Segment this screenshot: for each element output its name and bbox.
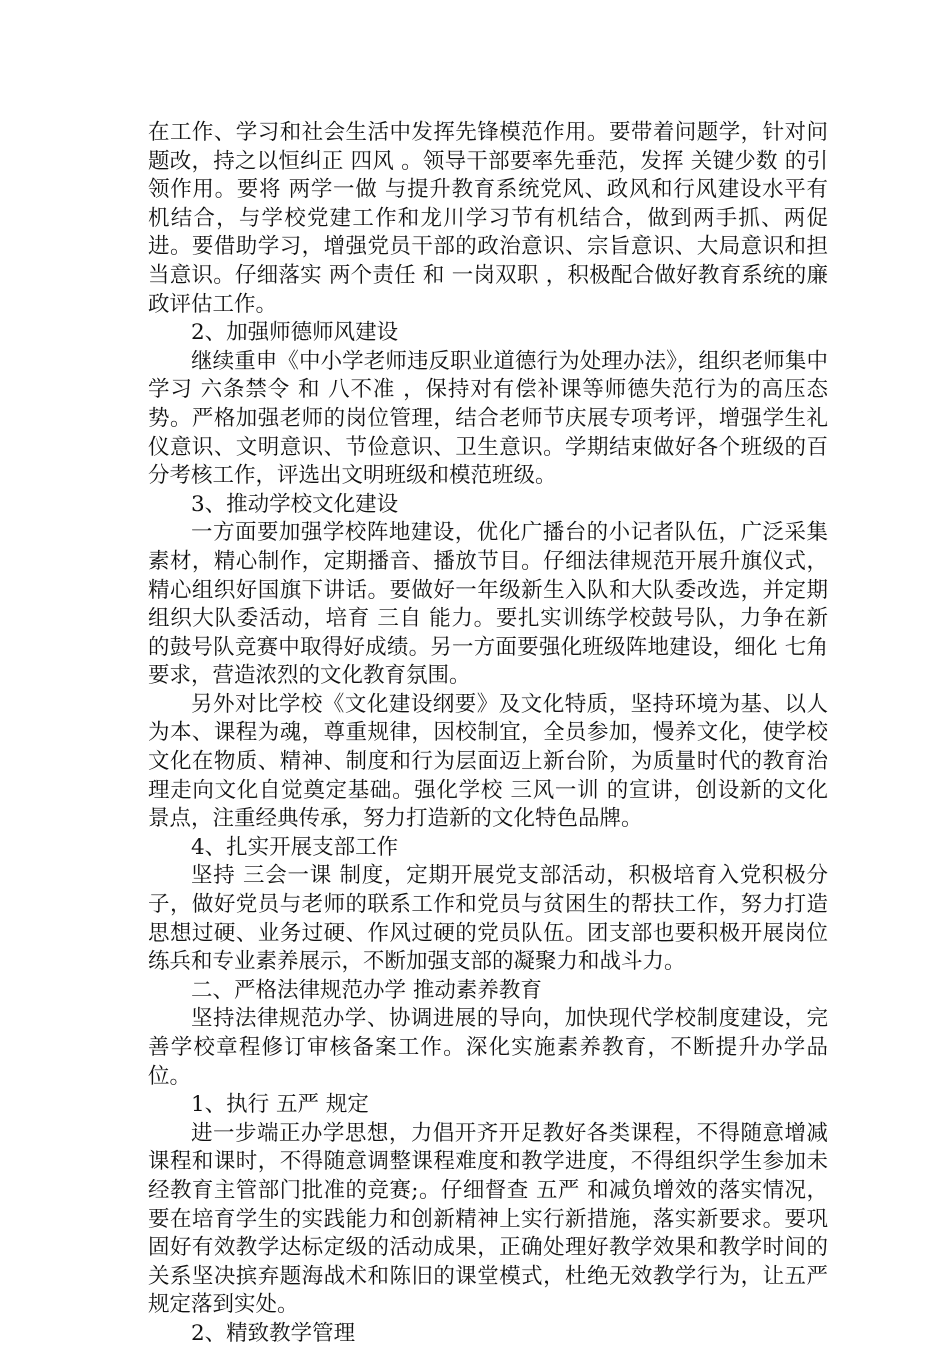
body-paragraph: 在工作、学习和社会生活中发挥先锋模范作用。要带着问题学，针对问题改，持之以恒纠正 四风 。领导干部要率先垂范，发挥 关键少数 的引领作用。要将 两学一做 与提升教育系统党风、政风和行风建设水平有机结合，与学校党建工作和龙川学习节有机结合，做到两手抓、两促进。要借助学习，增强党员干部的政治意识、宗旨意识、大局意识和担当意识。仔细落实 两个责任 和 一岗双职 ，积极配合做好教育系统的廉政评估工作。: [148, 120, 828, 317]
section-heading: 4、扎实开展支部工作: [191, 834, 399, 860]
section-heading: 1、执行 五严 规定: [191, 1092, 369, 1118]
body-paragraph: 继续重申《中小学老师违反职业道德行为处理办法》，组织老师集中学习 六条禁令 和 八不准 ，保持对有偿补课等师德失范行为的高压态势。严格加强老师的岗位管理，结合老师节庆展专项考评，增强学生礼仪意识、文明意识、节俭意识、卫生意识。学期结束做好各个班级的百分考核工作，评选出文明班级和模范班级。: [148, 348, 828, 489]
body-paragraph: 坚持 三会一课 制度，定期开展党支部活动，积极培育入党积极分子，做好党员与老师的联系工作和党员与贫困生的帮扶工作，努力打造思想过硬、业务过硬、作风过硬的党员队伍。团支部也要积极开展岗位练兵和专业素养展示，不断加强支部的凝聚力和战斗力。: [148, 863, 828, 975]
section-heading: 2、加强师德师风建设: [191, 320, 399, 346]
body-paragraph: 进一步端正办学思想，力倡开齐开足教好各类课程，不得随意增减课程和课时，不得随意调整课程难度和教学进度，不得组织学生参加未经教育主管部门批准的竞赛;。仔细督查 五严 和减负增效的落实情况，要在培育学生的实践能力和创新精神上实行新措施，落实新要求。要巩固好有效教学达标定级的活动成果，正确处理好教学效果和教学时间的关系坚决摈弃题海战术和陈旧的课堂模式，杜绝无效教学行为，让五严规定落到实处。: [148, 1120, 828, 1318]
body-paragraph: 另外对比学校《文化建设纲要》及文化特质，坚持环境为基、以人为本、课程为魂，尊重规律，因校制宜，全员参加，慢养文化，使学校文化在物质、精神、制度和行为层面迈上新台阶，为质量时代的教育治理走向文化自觉奠定基础。强化学校 三风一训 的宣讲，创设新的文化景点，注重经典传承，努力打造新的文化特色品牌。: [148, 691, 828, 832]
section-heading: 2、精致教学管理: [191, 1320, 356, 1346]
body-paragraph: 一方面要加强学校阵地建设，优化广播台的小记者队伍，广泛采集素材，精心制作，定期播音、播放节目。仔细法律规范开展升旗仪式，精心组织好国旗下讲话。要做好一年级新生入队和大队委改选，并定期组织大队委活动，培育 三自 能力。要扎实训练学校鼓号队，力争在新的鼓号队竞赛中取得好成绩。另一方面要强化班级阵地建设，细化 七角 要求，营造浓烈的文化教育氛围。: [148, 520, 828, 689]
section-heading: 二、严格法律规范办学 推动素养教育: [191, 977, 542, 1003]
body-paragraph: 坚持法律规范办学、协调进展的导向，加快现代学校制度建设，完善学校章程修订审核备案工作。深化实施素养教育，不断提升办学品位。: [148, 1006, 828, 1089]
document-page: [148, 119, 828, 1349]
section-heading: 3、推动学校文化建设: [191, 491, 399, 517]
